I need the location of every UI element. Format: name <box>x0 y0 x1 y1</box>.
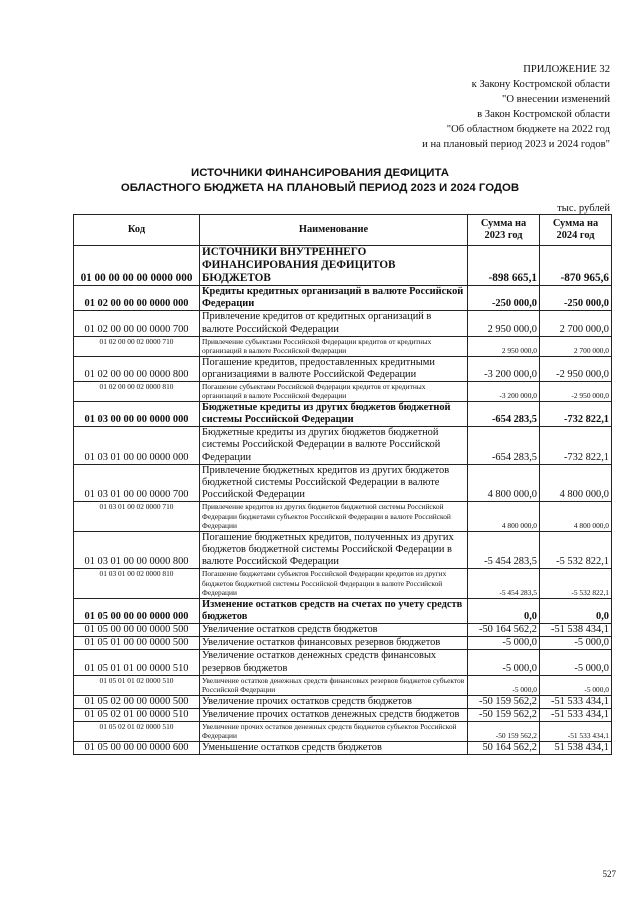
row-sum-2023: -3 200 000,0 <box>468 356 540 381</box>
table-row <box>74 531 612 569</box>
table-row <box>74 336 612 356</box>
row-sum-2023: -50 159 562,2 <box>468 708 540 721</box>
table-row <box>74 356 612 381</box>
row-code: 01 02 00 00 00 0000 800 <box>74 356 200 381</box>
table-row <box>74 569 612 598</box>
header-sum-2024: Сумма на 2024 год <box>540 215 612 246</box>
table-header-row <box>74 215 612 246</box>
row-sum-2023: 4 800 000,0 <box>468 464 540 502</box>
row-sum-2023: -654 283,5 <box>468 427 540 465</box>
row-sum-2023: 2 950 000,0 <box>468 311 540 336</box>
row-sum-2024: -51 538 434,1 <box>540 623 612 636</box>
row-sum-2023: -50 159 562,2 <box>468 721 540 741</box>
row-sum-2023: -3 200 000,0 <box>468 382 540 402</box>
row-code: 01 02 00 00 02 0000 810 <box>74 382 200 402</box>
row-sum-2023: -5 000,0 <box>468 675 540 695</box>
row-code: 01 05 02 00 00 0000 500 <box>74 695 200 708</box>
row-name: Погашение бюджетных кредитов, полученных из других бюджетов бюджетной системы Российской Федерации в валюте Российской Федерации <box>200 531 468 569</box>
table-row <box>74 286 612 311</box>
row-sum-2023: -5 454 283,5 <box>468 569 540 598</box>
table-row <box>74 598 612 623</box>
row-name: Увеличение прочих остатков денежных средств бюджетов субъектов Российской Федерации <box>200 721 468 741</box>
row-code: 01 00 00 00 00 0000 000 <box>74 246 200 286</box>
appendix-line: к Закону Костромской области <box>471 79 610 90</box>
table-row <box>74 637 612 650</box>
row-sum-2024: 4 800 000,0 <box>540 502 612 531</box>
row-sum-2024: -5 000,0 <box>540 650 612 675</box>
row-sum-2024: -51 533 434,1 <box>540 721 612 741</box>
row-sum-2024: -732 822,1 <box>540 401 612 426</box>
row-name: Бюджетные кредиты из других бюджетов бюджетной системы Российской Федерации <box>200 401 468 426</box>
row-sum-2023: -898 665,1 <box>468 246 540 286</box>
title-line-1: ИСТОЧНИКИ ФИНАНСИРОВАНИЯ ДЕФИЦИТА <box>191 167 449 179</box>
row-name: Бюджетные кредиты из других бюджетов бюджетной системы Российской Федерации в валюте Российской Федерации <box>200 427 468 465</box>
row-code: 01 05 02 01 00 0000 510 <box>74 708 200 721</box>
row-sum-2024: -870 965,6 <box>540 246 612 286</box>
header-sum-2023: Сумма на 2023 год <box>468 215 540 246</box>
row-name: Погашение кредитов, предоставленных кредитными организациями в валюте Российской Федерации <box>200 356 468 381</box>
appendix-line: "О внесении изменений <box>502 94 610 105</box>
row-name: Привлечение бюджетных кредитов из других бюджетов бюджетной системы Российской Федерации в валюте Российской Федерации <box>200 464 468 502</box>
row-name: Уменьшение остатков средств бюджетов <box>200 741 468 754</box>
row-code: 01 02 00 00 02 0000 710 <box>74 336 200 356</box>
row-code: 01 05 02 01 02 0000 510 <box>74 721 200 741</box>
row-sum-2023: 4 800 000,0 <box>468 502 540 531</box>
row-code: 01 05 01 01 02 0000 510 <box>74 675 200 695</box>
financing-sources-table <box>73 214 612 755</box>
appendix-line: в Закон Костромской области <box>477 109 610 120</box>
row-sum-2023: -250 000,0 <box>468 286 540 311</box>
row-name: Кредиты кредитных организаций в валюте Российской Федерации <box>200 286 468 311</box>
row-code: 01 05 01 01 00 0000 510 <box>74 650 200 675</box>
header-name: Наименование <box>200 215 468 246</box>
row-sum-2024: -250 000,0 <box>540 286 612 311</box>
row-sum-2023: -50 164 562,2 <box>468 623 540 636</box>
row-sum-2023: -5 454 283,5 <box>468 531 540 569</box>
page-number: 527 <box>602 869 616 879</box>
row-code: 01 03 01 00 02 0000 810 <box>74 569 200 598</box>
row-name: Увеличение прочих остатков денежных средств бюджетов <box>200 708 468 721</box>
row-code: 01 05 00 00 00 0000 000 <box>74 598 200 623</box>
row-code: 01 03 01 00 00 0000 000 <box>74 427 200 465</box>
row-sum-2023: 2 950 000,0 <box>468 336 540 356</box>
row-sum-2023: 0,0 <box>468 598 540 623</box>
row-sum-2024: -51 533 434,1 <box>540 695 612 708</box>
table-row <box>74 721 612 741</box>
header-code: Код <box>74 215 200 246</box>
row-code: 01 05 00 00 00 0000 500 <box>74 623 200 636</box>
row-sum-2023: -5 000,0 <box>468 637 540 650</box>
row-sum-2024: -2 950 000,0 <box>540 356 612 381</box>
row-sum-2023: -5 000,0 <box>468 650 540 675</box>
row-sum-2024: 0,0 <box>540 598 612 623</box>
row-sum-2024: 4 800 000,0 <box>540 464 612 502</box>
row-code: 01 02 00 00 00 0000 000 <box>74 286 200 311</box>
table-row <box>74 311 612 336</box>
table-row <box>74 650 612 675</box>
row-name: Погашение субъектами Российской Федерации кредитов от кредитных организаций в валюте Российской Федерации <box>200 382 468 402</box>
row-sum-2024: -5 532 822,1 <box>540 531 612 569</box>
row-sum-2024: 2 700 000,0 <box>540 336 612 356</box>
table-row <box>74 502 612 531</box>
table-row <box>74 695 612 708</box>
row-name: Привлечение кредитов из других бюджетов бюджетной системы Российской Федерации бюджетами субъектов Российской Федерации в валюте Российской Федерации <box>200 502 468 531</box>
row-name: Увеличение остатков средств бюджетов <box>200 623 468 636</box>
row-name: Погашение бюджетами субъектов Российской Федерации кредитов из других бюджетов бюджетной системы Российской Федерации в валюте Российской Федерации <box>200 569 468 598</box>
table-row <box>74 675 612 695</box>
row-name: Привлечение кредитов от кредитных организаций в валюте Российской Федерации <box>200 311 468 336</box>
row-sum-2024: -5 000,0 <box>540 637 612 650</box>
row-code: 01 03 01 00 00 0000 700 <box>74 464 200 502</box>
row-sum-2024: -5 532 822,1 <box>540 569 612 598</box>
table-row <box>74 401 612 426</box>
table-row <box>74 741 612 754</box>
row-name: Увеличение прочих остатков средств бюджетов <box>200 695 468 708</box>
row-code: 01 05 00 00 00 0000 600 <box>74 741 200 754</box>
row-sum-2024: -51 533 434,1 <box>540 708 612 721</box>
table-row <box>74 623 612 636</box>
row-sum-2024: 51 538 434,1 <box>540 741 612 754</box>
row-code: 01 03 01 00 02 0000 710 <box>74 502 200 531</box>
appendix-line: и на плановый период 2023 и 2024 годов" <box>422 139 610 150</box>
appendix-line: "Об областном бюджете на 2022 год <box>446 124 610 135</box>
row-code: 01 03 01 00 00 0000 800 <box>74 531 200 569</box>
row-name: Увеличение остатков денежных средств финансовых резервов бюджетов субъектов Российской Федерации <box>200 675 468 695</box>
row-code: 01 02 00 00 00 0000 700 <box>74 311 200 336</box>
table-row <box>74 382 612 402</box>
appendix-header <box>422 62 610 152</box>
row-code: 01 05 01 00 00 0000 500 <box>74 637 200 650</box>
row-sum-2023: -654 283,5 <box>468 401 540 426</box>
row-sum-2024: -5 000,0 <box>540 675 612 695</box>
table-row <box>74 427 612 465</box>
row-code: 01 03 00 00 00 0000 000 <box>74 401 200 426</box>
row-sum-2023: -50 159 562,2 <box>468 695 540 708</box>
title-line-2: ОБЛАСТНОГО БЮДЖЕТА НА ПЛАНОВЫЙ ПЕРИОД 2023 И 2024 ГОДОВ <box>120 182 520 194</box>
row-sum-2024: 2 700 000,0 <box>540 311 612 336</box>
table-row <box>74 708 612 721</box>
appendix-line: ПРИЛОЖЕНИЕ 32 <box>523 64 610 75</box>
row-name: Увеличение остатков финансовых резервов бюджетов <box>200 637 468 650</box>
row-name: ИСТОЧНИКИ ВНУТРЕННЕГО ФИНАНСИРОВАНИЯ ДЕФИЦИТОВ БЮДЖЕТОВ <box>200 246 468 286</box>
row-name: Увеличение остатков денежных средств финансовых резервов бюджетов <box>200 650 468 675</box>
row-sum-2024: -2 950 000,0 <box>540 382 612 402</box>
row-sum-2024: -732 822,1 <box>540 427 612 465</box>
row-name: Изменение остатков средств на счетах по учету средств бюджетов <box>200 598 468 623</box>
document-title <box>0 166 640 196</box>
units-label: тыс. рублей <box>557 203 610 214</box>
row-sum-2023: 50 164 562,2 <box>468 741 540 754</box>
table-row <box>74 464 612 502</box>
row-name: Привлечение субъектами Российской Федерации кредитов от кредитных организаций в валюте Российской Федерации <box>200 336 468 356</box>
table-row <box>74 246 612 286</box>
